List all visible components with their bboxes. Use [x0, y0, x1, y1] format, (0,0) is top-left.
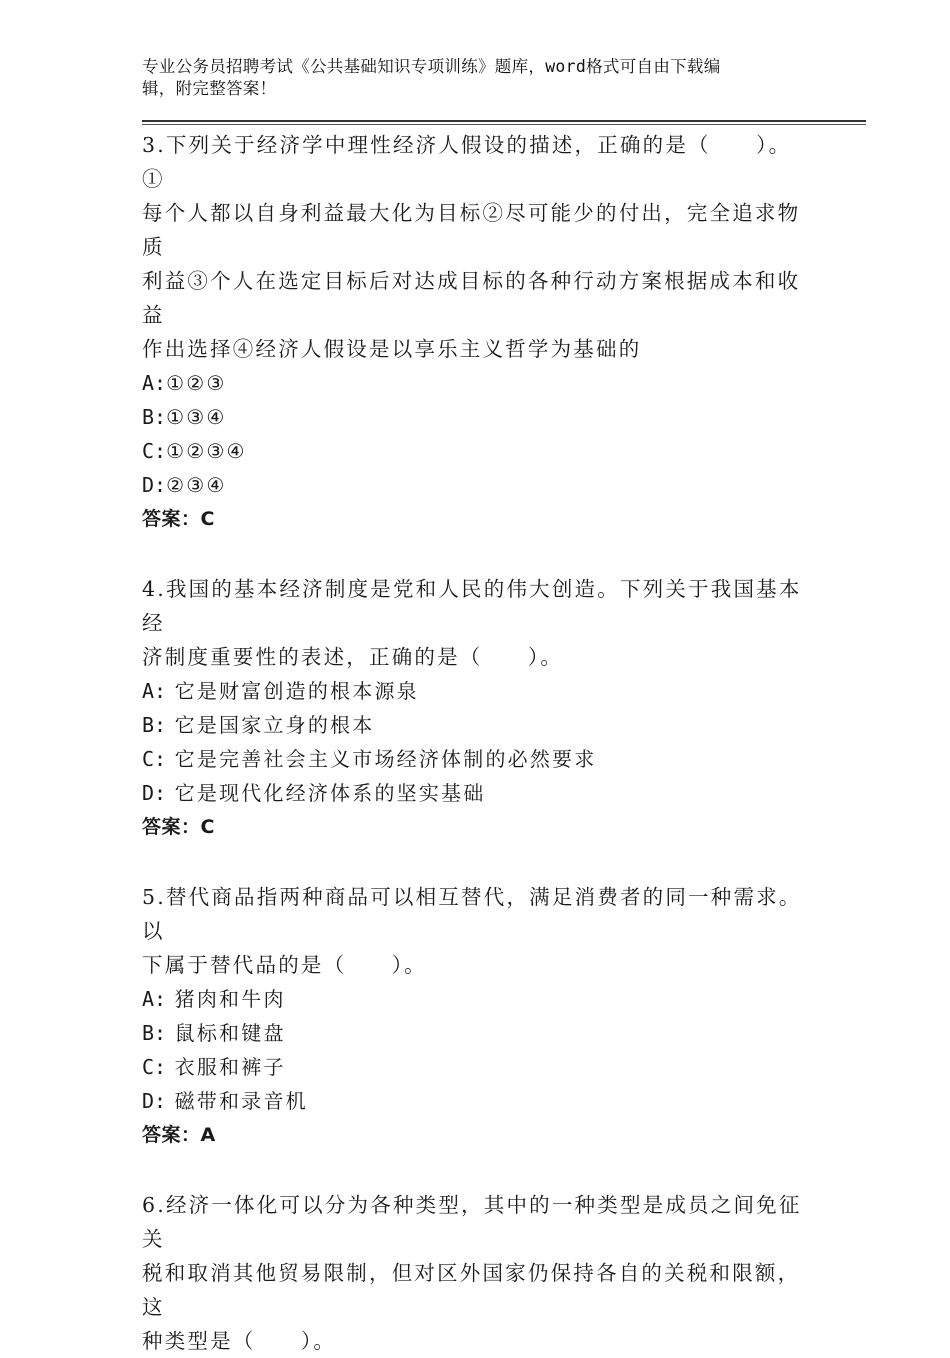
option-text: 它是完善社会主义市场经济体制的必然要求 [166, 747, 597, 771]
option-item [142, 1016, 802, 1050]
option-item [142, 468, 802, 502]
option-text: ①②③ [166, 371, 227, 395]
question-text-line: 6.经济一体化可以分为各种类型，其中的一种类型是成员之间免征关 [142, 1193, 802, 1251]
question-text-line: 作出选择④经济人假设是以享乐主义哲学为基础的 [142, 337, 642, 361]
question-spacer [142, 536, 802, 572]
option-item [142, 434, 802, 468]
option-text: 猪肉和牛肉 [166, 987, 286, 1011]
question-text-line: 种类型是（ ）。 [142, 1329, 337, 1353]
question-block [142, 1188, 802, 1358]
option-text: 它是财富创造的根本源泉 [166, 679, 419, 703]
option-text: ②③④ [166, 473, 227, 497]
header-divider-thin [142, 124, 866, 125]
option-key: D: [142, 1089, 167, 1113]
question-list [142, 128, 802, 1358]
option-key: D: [142, 473, 167, 497]
option-item [142, 982, 802, 1016]
option-text: 鼠标和键盘 [166, 1021, 286, 1045]
question-spacer [142, 844, 802, 880]
option-text: 它是现代化经济体系的坚实基础 [166, 781, 486, 805]
question-spacer [142, 1152, 802, 1188]
option-item [142, 1084, 802, 1118]
option-key: B: [142, 1021, 167, 1045]
option-item [142, 674, 802, 708]
option-item [142, 708, 802, 742]
option-item [142, 776, 802, 810]
option-item [142, 366, 802, 400]
question-text-line: 每个人都以自身利益最大化为目标②尽可能少的付出，完全追求物质 [142, 201, 801, 259]
option-list [142, 982, 802, 1118]
option-key: C: [142, 439, 167, 463]
option-key: B: [142, 405, 167, 429]
option-text: 衣服和裤子 [166, 1055, 286, 1079]
option-key: B: [142, 713, 167, 737]
document-header [142, 56, 802, 100]
answer-line: 答案：C [142, 816, 215, 838]
option-item [142, 400, 802, 434]
option-list [142, 366, 802, 502]
question-text-line: 利益③个人在选定目标后对达成目标的各种行动方案根据成本和收益 [142, 269, 801, 327]
question-text-line: 税和取消其他贸易限制，但对区外国家仍保持各自的关税和限额，这 [142, 1261, 801, 1319]
option-key: A: [142, 987, 167, 1011]
question-text-line: 4.我国的基本经济制度是党和人民的伟大创造。下列关于我国基本经 [142, 577, 802, 635]
question-block [142, 572, 802, 844]
option-item [142, 1050, 802, 1084]
question-text-line: 下属于替代品的是（ ）。 [142, 953, 427, 977]
option-text: 它是国家立身的根本 [166, 713, 375, 737]
answer-line: 答案：A [142, 1124, 216, 1146]
option-list [142, 674, 802, 810]
question-text-line: 5.替代商品指两种商品可以相互替代，满足消费者的同一种需求。以 [142, 885, 802, 943]
option-item [142, 742, 802, 776]
option-key: A: [142, 679, 167, 703]
header-line-2: 辑，附完整答案！ [142, 79, 277, 98]
option-key: C: [142, 747, 167, 771]
option-text: 磁带和录音机 [166, 1089, 308, 1113]
option-text: ①②③④ [166, 439, 247, 463]
question-block [142, 880, 802, 1152]
option-key: A: [142, 371, 167, 395]
option-key: C: [142, 1055, 167, 1079]
answer-line: 答案：C [142, 508, 215, 530]
question-text-line: 3.下列关于经济学中理性经济人假设的描述，正确的是（ ）。① [142, 133, 792, 191]
header-divider-thick [142, 120, 866, 122]
option-text: ①③④ [166, 405, 227, 429]
question-block [142, 128, 802, 536]
option-key: D: [142, 781, 167, 805]
header-line-1: 专业公务员招聘考试《公共基础知识专项训练》题库，word格式可自由下载编 [142, 57, 721, 76]
question-text-line: 济制度重要性的表述，正确的是（ ）。 [142, 645, 564, 669]
